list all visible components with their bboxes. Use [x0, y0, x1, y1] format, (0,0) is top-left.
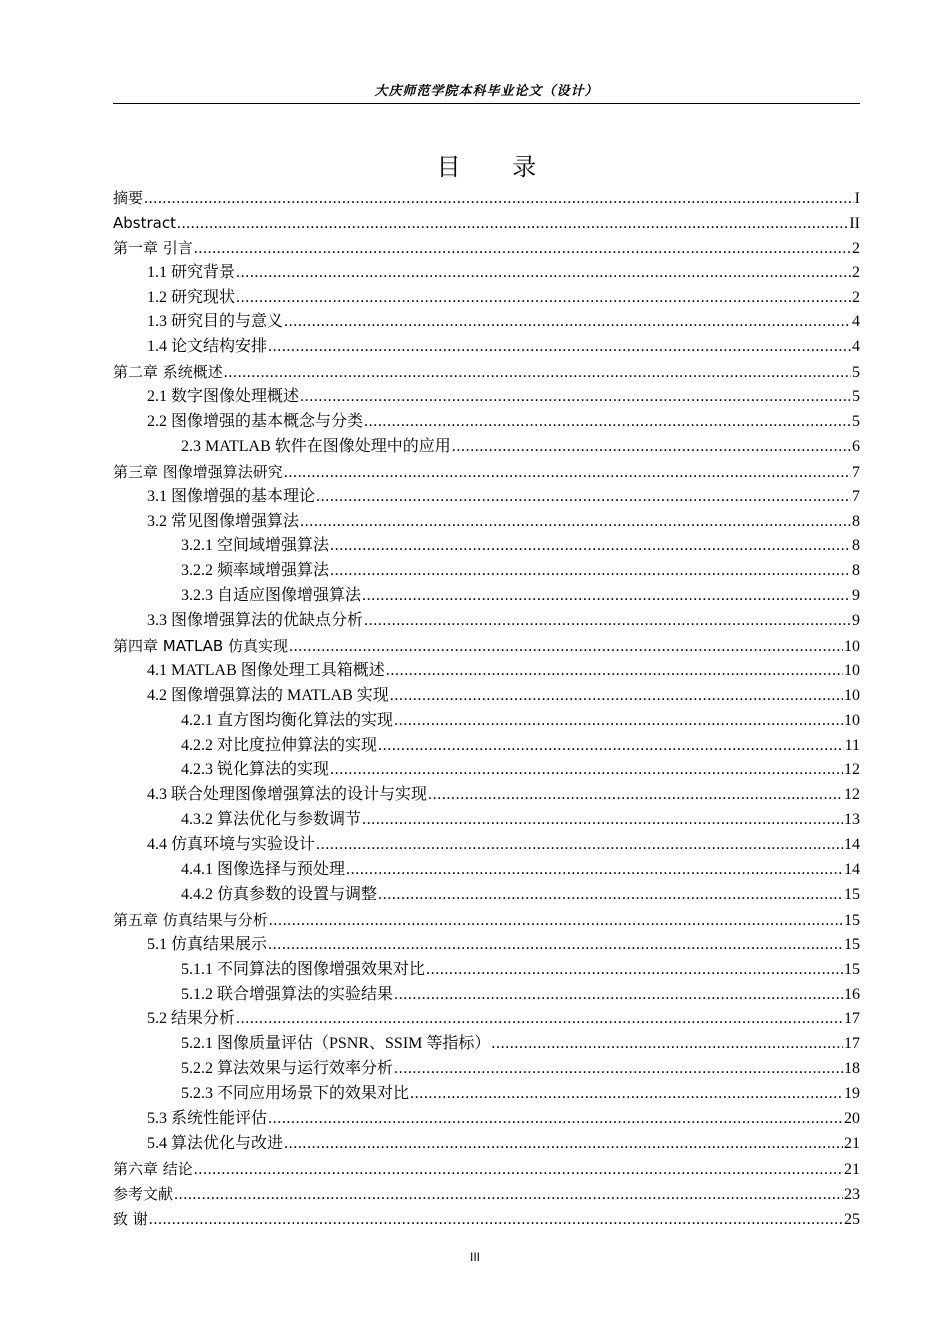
toc-entry-page: 15 [844, 935, 860, 953]
toc-dot-leader [269, 909, 843, 934]
toc-entry[interactable] [113, 286, 860, 311]
toc-entry-title: 4.4 仿真环境与实验设计 [147, 836, 316, 854]
toc-dot-leader [236, 1007, 843, 1032]
toc-entry-page: 18 [844, 1060, 860, 1078]
table-of-contents [113, 186, 860, 1231]
toc-entry-page: 8 [852, 512, 860, 530]
toc-entry-page: 5 [852, 413, 860, 431]
toc-entry-page: 20 [844, 1109, 860, 1127]
toc-dot-leader [316, 485, 851, 510]
toc-dot-leader [452, 435, 851, 460]
toc-entry-title: 5.2 结果分析 [147, 1010, 236, 1028]
toc-entry-title: 4.2.2 对比度拉伸算法的实现 [181, 736, 378, 754]
toc-entry[interactable] [113, 1007, 860, 1032]
toc-entry[interactable] [113, 435, 860, 460]
toc-entry-title: 5.1.1 不同算法的图像增强效果对比 [181, 960, 426, 978]
toc-entry-title: 3.2.1 空间域增强算法 [181, 537, 330, 555]
toc-entry-title: 5.2.3 不同应用场景下的效果对比 [181, 1085, 410, 1103]
toc-entry-title: 参考文献 [113, 1184, 174, 1203]
toc-dot-leader [362, 584, 851, 609]
toc-entry-page: 10 [844, 638, 860, 656]
toc-entry-title: 第六章 结论 [113, 1159, 193, 1178]
toc-entry[interactable] [113, 933, 860, 958]
toc-entry-page: 2 [852, 263, 860, 281]
toc-entry-title: Abstract [113, 213, 176, 232]
toc-dot-leader [194, 1158, 843, 1183]
toc-entry[interactable] [113, 858, 860, 883]
toc-entry-title: 5.2.1 图像质量评估（PSNR、SSIM 等指标） [181, 1035, 491, 1053]
toc-entry-page: 17 [844, 1010, 860, 1028]
toc-entry-page: II [849, 214, 860, 232]
toc-entry-title: 5.1 仿真结果展示 [147, 935, 268, 953]
toc-entry-page: 19 [844, 1085, 860, 1103]
toc-entry-title: 2.2 图像增强的基本概念与分类 [147, 413, 364, 431]
toc-dot-leader [300, 385, 851, 410]
toc-entry-title: 摘要 [113, 189, 144, 207]
toc-entry-title: 4.2 图像增强算法的 MATLAB 实现 [147, 686, 389, 704]
toc-entry[interactable] [113, 709, 860, 734]
toc-entry[interactable] [113, 808, 860, 833]
toc-entry-page: 5 [852, 388, 860, 406]
toc-entry-page: 9 [852, 587, 860, 605]
toc-entry-title: 4.3.2 算法优化与参数调节 [181, 811, 362, 829]
toc-dot-leader [330, 758, 843, 783]
toc-entry-title: 4.3 联合处理图像增强算法的设计与实现 [147, 786, 428, 804]
toc-entry-page: 10 [844, 686, 860, 704]
toc-entry-page: 21 [844, 1134, 860, 1152]
toc-dot-leader [394, 1057, 843, 1082]
toc-entry[interactable] [113, 1057, 860, 1082]
toc-entry-title: 3.3 图像增强算法的优缺点分析 [147, 612, 364, 630]
toc-entry-page: 15 [844, 960, 860, 978]
toc-entry[interactable] [113, 908, 860, 933]
toc-title: 目 录 [436, 153, 559, 181]
toc-entry[interactable] [113, 385, 860, 410]
toc-entry[interactable] [113, 510, 860, 535]
toc-dot-leader [346, 858, 843, 883]
toc-entry[interactable] [113, 783, 860, 808]
toc-entry[interactable] [113, 211, 860, 236]
toc-dot-leader [386, 659, 843, 684]
toc-dot-leader [177, 212, 848, 237]
toc-entry-page: 9 [852, 612, 860, 630]
toc-entry-title: 第二章 系统概述 [113, 363, 223, 382]
toc-dot-leader [394, 709, 843, 734]
toc-entry-title: 2.3 MATLAB 软件在图像处理中的应用 [181, 437, 451, 455]
toc-entry[interactable] [113, 534, 860, 559]
toc-entry-page: 21 [844, 1160, 860, 1178]
toc-entry[interactable] [113, 734, 860, 759]
toc-entry[interactable] [113, 335, 860, 360]
toc-entry-page: 10 [844, 711, 860, 729]
toc-entry[interactable] [113, 1132, 860, 1157]
toc-dot-leader [364, 410, 851, 435]
toc-entry[interactable] [113, 1082, 860, 1107]
toc-entry[interactable] [113, 634, 860, 659]
toc-entry-page: I [854, 190, 860, 207]
toc-entry-title: 4.2.1 直方图均衡化算法的实现 [181, 711, 394, 729]
toc-dot-leader [330, 534, 851, 559]
toc-dot-leader [410, 1082, 843, 1107]
toc-entry-page: 7 [852, 463, 860, 481]
toc-entry[interactable] [113, 236, 860, 261]
toc-dot-leader [364, 609, 851, 634]
toc-entry[interactable] [113, 460, 860, 485]
toc-entry-page: 10 [844, 661, 860, 679]
toc-entry-page: 8 [852, 562, 860, 580]
toc-entry-title: 5.1.2 联合增强算法的实验结果 [181, 985, 394, 1003]
toc-entry[interactable] [113, 1207, 860, 1232]
toc-entry-title: 1.3 研究目的与意义 [147, 313, 284, 331]
toc-dot-leader [491, 1032, 843, 1057]
toc-entry-title: 3.1 图像增强的基本理论 [147, 487, 316, 505]
toc-entry-title: 4.4.1 图像选择与预处理 [181, 861, 346, 879]
toc-dot-leader [378, 883, 843, 908]
toc-entry[interactable] [113, 485, 860, 510]
toc-dot-leader [268, 335, 851, 360]
toc-entry[interactable] [113, 559, 860, 584]
toc-entry-page: 13 [844, 811, 860, 829]
toc-entry-page: 16 [844, 985, 860, 1003]
toc-dot-leader [362, 808, 843, 833]
toc-dot-leader [236, 286, 851, 311]
toc-entry-page: 14 [844, 836, 860, 854]
toc-entry-title: 4.2.3 锐化算法的实现 [181, 761, 330, 779]
toc-entry[interactable] [113, 1032, 860, 1057]
toc-entry-page: 5 [852, 364, 860, 382]
toc-entry[interactable] [113, 1157, 860, 1182]
toc-entry[interactable] [113, 609, 860, 634]
toc-entry-page: 23 [844, 1185, 860, 1203]
toc-dot-leader [330, 559, 851, 584]
toc-entry-page: 11 [844, 736, 860, 754]
toc-entry[interactable] [113, 261, 860, 286]
toc-entry-title: 3.2.3 自适应图像增强算法 [181, 587, 362, 605]
toc-dot-leader [284, 1132, 843, 1157]
toc-entry[interactable] [113, 758, 860, 783]
toc-entry-page: 15 [844, 885, 860, 903]
toc-dot-leader [390, 684, 843, 709]
toc-entry-title: 2.1 数字图像处理概述 [147, 388, 300, 406]
toc-entry-page: 12 [844, 761, 860, 779]
toc-entry-page: 12 [844, 786, 860, 804]
toc-entry[interactable] [113, 659, 860, 684]
toc-entry-page: 2 [852, 239, 860, 257]
toc-dot-leader [174, 1183, 843, 1208]
toc-entry-title: 5.3 系统性能评估 [147, 1109, 268, 1127]
toc-entry-title: 致 谢 [113, 1209, 148, 1228]
toc-dot-leader [378, 734, 844, 759]
toc-dot-leader [149, 1208, 843, 1233]
toc-entry[interactable] [113, 310, 860, 335]
toc-entry-title: 4.4.2 仿真参数的设置与调整 [181, 885, 378, 903]
toc-entry-title: 4.1 MATLAB 图像处理工具箱概述 [147, 661, 385, 679]
toc-entry-title: 3.2 常见图像增强算法 [147, 512, 300, 530]
toc-entry-title: 3.2.2 频率域增强算法 [181, 562, 330, 580]
toc-entry[interactable] [113, 584, 860, 609]
toc-dot-leader [426, 958, 843, 983]
toc-entry-page: 8 [852, 537, 860, 555]
toc-entry[interactable] [113, 883, 860, 908]
toc-dot-leader [284, 310, 851, 335]
toc-dot-leader [284, 461, 851, 486]
toc-entry[interactable] [113, 1182, 860, 1207]
header-rule [113, 103, 860, 104]
toc-dot-leader [236, 261, 851, 286]
toc-entry[interactable] [113, 958, 860, 983]
toc-entry[interactable] [113, 833, 860, 858]
toc-entry-title: 1.1 研究背景 [147, 263, 236, 281]
toc-entry[interactable] [113, 410, 860, 435]
toc-entry[interactable] [113, 684, 860, 709]
toc-entry[interactable] [113, 983, 860, 1008]
page-number: III [469, 1250, 480, 1264]
toc-dot-leader [144, 187, 854, 212]
toc-entry-title: 第三章 图像增强算法研究 [113, 462, 283, 481]
toc-dot-leader [289, 635, 843, 660]
toc-dot-leader [268, 933, 843, 958]
toc-entry-page: 4 [852, 338, 860, 356]
toc-entry-title: 1.4 论文结构安排 [147, 338, 268, 356]
toc-entry-page: 2 [852, 288, 860, 306]
toc-entry[interactable] [113, 186, 860, 211]
toc-entry-page: 4 [852, 313, 860, 331]
toc-entry-title: 5.2.2 算法效果与运行效率分析 [181, 1060, 394, 1078]
running-header: 大庆师范学院本科毕业论文（设计） [374, 83, 599, 98]
toc-dot-leader [224, 361, 851, 386]
toc-entry-title: 5.4 算法优化与改进 [147, 1134, 284, 1152]
toc-entry-title: 第一章 引言 [113, 238, 193, 257]
toc-entry-page: 7 [852, 487, 860, 505]
toc-entry-page: 14 [844, 861, 860, 879]
toc-entry-page: 17 [844, 1035, 860, 1053]
toc-dot-leader [428, 783, 843, 808]
toc-dot-leader [268, 1107, 843, 1132]
toc-entry-title: 第四章 MATLAB 仿真实现 [113, 637, 288, 656]
toc-entry-page: 6 [852, 437, 860, 455]
toc-entry-page: 15 [844, 911, 860, 929]
toc-entry-title: 1.2 研究现状 [147, 288, 236, 306]
toc-entry-title: 第五章 仿真结果与分析 [113, 910, 268, 929]
toc-entry[interactable] [113, 360, 860, 385]
toc-dot-leader [194, 237, 851, 262]
toc-dot-leader [394, 983, 843, 1008]
toc-entry[interactable] [113, 1107, 860, 1132]
toc-entry-page: 25 [844, 1210, 860, 1228]
toc-dot-leader [300, 510, 851, 535]
toc-dot-leader [316, 833, 843, 858]
